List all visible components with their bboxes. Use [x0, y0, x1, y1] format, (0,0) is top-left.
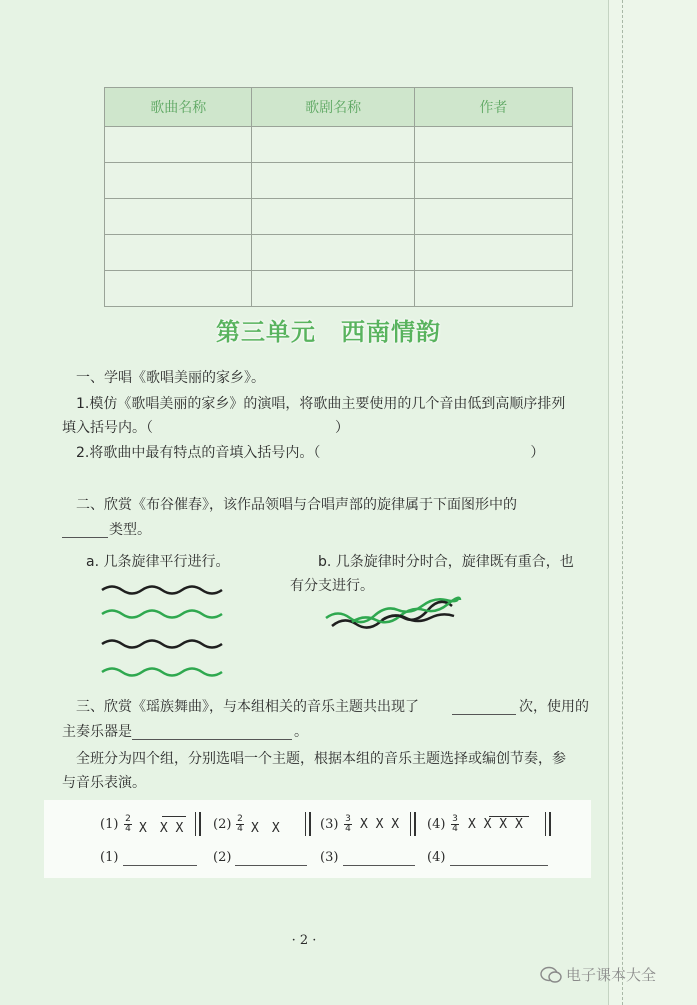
section3-line3: 全班分为四个组，分别选唱一个主题，根据本组的音乐主题选择或编创节奏，参: [76, 751, 566, 767]
section3-line2-a: 主奏乐器是: [62, 724, 132, 740]
table-row: [105, 199, 573, 235]
rhythm-notes-3: X X X: [360, 817, 400, 832]
answer-blank-type[interactable]: [62, 537, 108, 538]
table-header-row: [105, 88, 573, 127]
answer-label-3: (3): [320, 850, 339, 865]
header-song-name: 歌曲名称: [105, 88, 252, 127]
cut-dashed-line: [622, 0, 623, 1005]
time-signature-1: $\frac{2}{4}$: [125, 814, 131, 834]
wave-line-green: [102, 611, 222, 618]
section3-line1-a: 三、欣赏《瑶族舞曲》，与本组相关的音乐主题共出现了: [76, 699, 419, 715]
rhythm-label-3: (3): [320, 817, 339, 832]
section1-q2: 2.将歌曲中最有特点的音填入括号内。（ ）: [76, 445, 545, 461]
page-fold-line: [608, 0, 609, 1005]
answer-blank-instrument[interactable]: [132, 739, 292, 740]
answer-label-1: (1): [100, 850, 119, 865]
wave-line-green: [102, 669, 222, 676]
rhythm-label-2: (2): [213, 817, 232, 832]
section3-line1-b: 次，使用的: [519, 699, 589, 715]
table-cell[interactable]: [105, 127, 252, 163]
table-cell[interactable]: [414, 199, 572, 235]
beam: [162, 816, 186, 817]
table-cell[interactable]: [252, 127, 414, 163]
section2-line2: 类型。: [109, 522, 151, 538]
beam: [489, 816, 529, 817]
final-barline: [305, 812, 311, 836]
answer-label-4: (4): [427, 850, 446, 865]
table-cell[interactable]: [252, 271, 414, 307]
table-cell[interactable]: [414, 127, 572, 163]
rhythm-answer-blank-3[interactable]: [343, 865, 415, 866]
table-cell[interactable]: [105, 235, 252, 271]
table-cell[interactable]: [414, 163, 572, 199]
table-row: [105, 163, 573, 199]
table-cell[interactable]: [105, 199, 252, 235]
answer-label-2: (2): [213, 850, 232, 865]
option-b-text-line2: 有分支进行。: [290, 578, 374, 594]
rhythm-answer-blank-1[interactable]: [123, 865, 197, 866]
table-cell[interactable]: [252, 163, 414, 199]
rhythm-notes-4: X X X X: [468, 817, 523, 832]
rhythm-box: [44, 800, 591, 878]
rhythm-answer-blank-4[interactable]: [450, 865, 548, 866]
header-author: 作者: [414, 88, 572, 127]
rhythm-label-4: (4): [427, 817, 446, 832]
section1-heading: 一、学唱《歌唱美丽的家乡》。: [76, 370, 265, 386]
section3-line4: 与音乐表演。: [62, 775, 146, 791]
table-row: [105, 235, 573, 271]
table-row: [105, 271, 573, 307]
section3-line2-b: 。: [294, 724, 308, 740]
page-number: · 2 ·: [291, 933, 317, 948]
final-barline: [195, 812, 201, 836]
section1-q1-line2: 填入括号内。（ ）: [62, 420, 349, 436]
wave-line-black: [102, 641, 222, 648]
final-barline: [410, 812, 416, 836]
wechat-icon: [540, 966, 562, 984]
watermark-text: 电子课本大全: [566, 966, 657, 984]
rhythm-label-1: (1): [100, 817, 119, 832]
header-opera-name: 歌剧名称: [252, 88, 414, 127]
rhythm-notes-1: X X X: [139, 821, 184, 836]
parallel-waves-figure: [98, 578, 238, 682]
time-signature-2: $\frac{2}{4}$: [237, 814, 243, 834]
time-signature-4: $\frac{3}{4}$: [452, 814, 458, 834]
rhythm-answer-blank-2[interactable]: [235, 865, 307, 866]
table-cell[interactable]: [252, 199, 414, 235]
table-cell[interactable]: [105, 163, 252, 199]
table-cell[interactable]: [105, 271, 252, 307]
rhythm-notes-2: X X: [251, 821, 280, 836]
song-table: [104, 87, 573, 307]
answer-blank-count[interactable]: [452, 714, 516, 715]
time-signature-3: $\frac{3}{4}$: [345, 814, 351, 834]
final-barline: [545, 812, 551, 836]
section2-line1: 二、欣赏《布谷催春》，该作品领唱与合唱声部的旋律属于下面图形中的: [76, 497, 517, 513]
table-row: [105, 127, 573, 163]
table-cell[interactable]: [414, 235, 572, 271]
unit-title: 第三单元 西南情韵: [216, 318, 441, 346]
table-cell[interactable]: [252, 235, 414, 271]
interwoven-waves-figure: [322, 596, 472, 636]
section1-q1-line1: 1.模仿《歌唱美丽的家乡》的演唱，将歌曲主要使用的几个音由低到高顺序排列: [76, 396, 566, 412]
option-b-text-line1: b. 几条旋律时分时合，旋律既有重合，也: [318, 554, 574, 570]
option-a-text: a. 几条旋律平行进行。: [86, 554, 230, 570]
wave-line-black: [102, 587, 222, 594]
table-cell[interactable]: [414, 271, 572, 307]
